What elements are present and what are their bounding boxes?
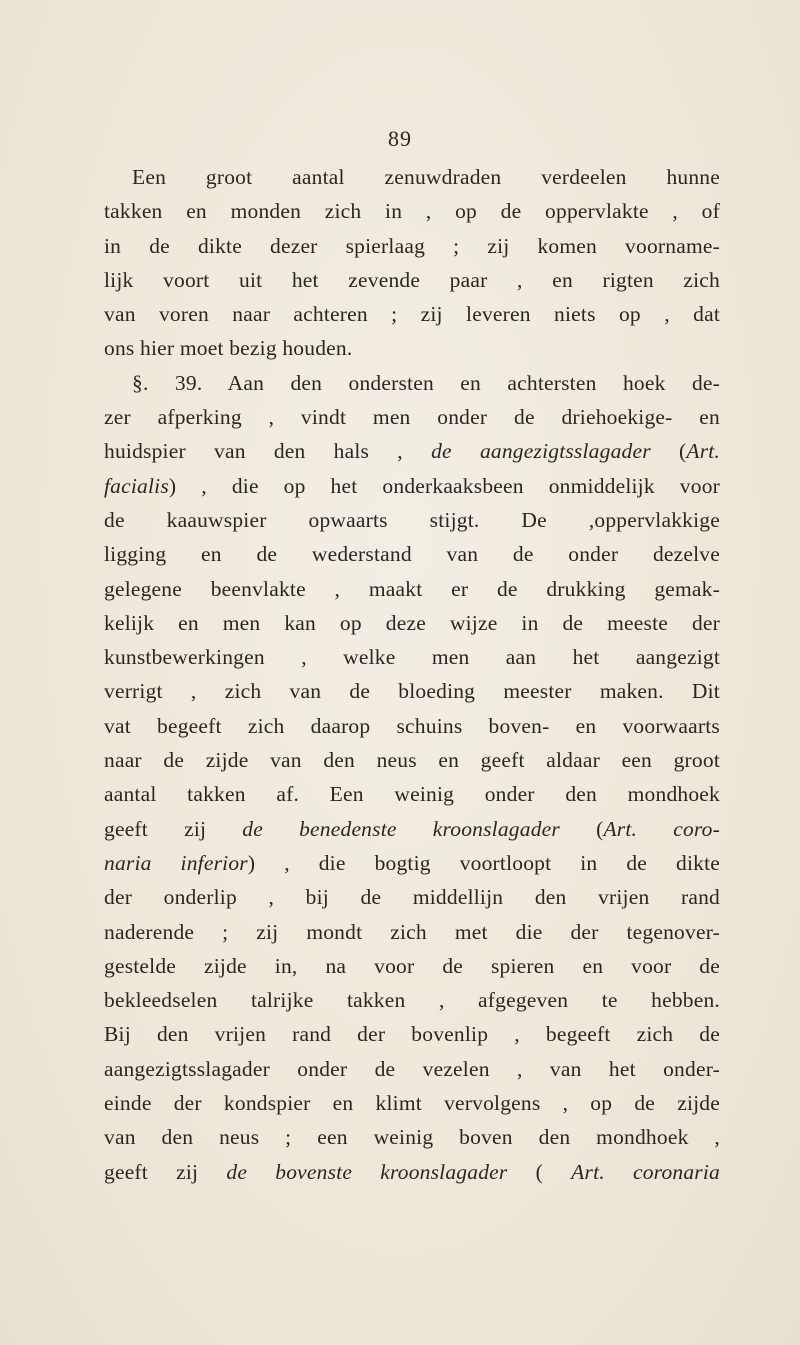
- text-line: [104, 400, 720, 434]
- text-segment: aangezigtsslagader onder de vezelen , van het onder-: [104, 1056, 720, 1081]
- text-line: [104, 1086, 720, 1120]
- text-segment: vat begeeft zich daarop schuins boven- en voorwaarts: [104, 713, 720, 738]
- text-line: [104, 469, 720, 503]
- page-number: 89: [388, 126, 412, 151]
- text-segment: gelegene beenvlakte , maakt er de drukking gemak-: [104, 576, 720, 601]
- text-line: [104, 640, 720, 674]
- text-line: [104, 572, 720, 606]
- text-line: [104, 709, 720, 743]
- text-line: [104, 983, 720, 1017]
- text-segment: (: [507, 1159, 572, 1184]
- italic-text: Art. coronaria: [571, 1159, 720, 1184]
- text-segment: ) , die op het onderkaaksbeen onmiddelijk voor: [168, 473, 720, 498]
- text-segment: van voren naar achteren ; zij leveren niets op , dat: [104, 302, 720, 327]
- text-segment: kunstbewerkingen , welke men aan het aangezigt: [104, 645, 720, 670]
- text-line: [104, 263, 720, 297]
- italic-text: de bovenste kroonslagader: [226, 1159, 508, 1184]
- text-segment: (: [650, 439, 687, 464]
- text-segment: (: [559, 816, 604, 841]
- italic-text: naria inferior: [104, 850, 248, 875]
- text-segment: van den neus ; een weinig boven den mondhoek ,: [104, 1125, 720, 1150]
- text-line: [104, 434, 720, 468]
- text-segment: huidspier van den hals ,: [104, 439, 432, 464]
- italic-text: de benedenste kroonslagader: [242, 816, 560, 841]
- text-segment: §. 39. Aan den ondersten en achtersten hoek de-: [132, 370, 720, 395]
- text-line: [104, 812, 720, 846]
- text-segment: ligging en de wederstand van de onder dezelve: [104, 542, 720, 567]
- text-line: [104, 160, 720, 194]
- italic-text: de aangezigtsslagader: [431, 439, 651, 464]
- text-line: [104, 1120, 720, 1154]
- text-segment: lijk voort uit het zevende paar , en rigten zich: [104, 267, 720, 292]
- text-segment: naar de zijde van den neus en geeft aldaar een groot: [104, 748, 720, 773]
- text-line: [104, 537, 720, 571]
- text-segment: ) , die bogtig voortloopt in de dikte: [247, 850, 720, 875]
- text-segment: geeft zij: [104, 816, 243, 841]
- text-segment: ons hier moet bezig houden.: [104, 336, 353, 361]
- italic-text: Art. coro-: [603, 816, 720, 841]
- text-line: [104, 503, 720, 537]
- text-line: [104, 674, 720, 708]
- text-segment: zer afperking , vindt men onder de driehoekige- en: [104, 405, 720, 430]
- text-segment: verrigt , zich van de bloeding meester maken. Dit: [104, 679, 720, 704]
- text-line: [104, 606, 720, 640]
- text-line: [104, 1052, 720, 1086]
- text-line: [104, 949, 720, 983]
- text-segment: Een groot aantal zenuwdraden verdeelen hunne: [132, 165, 720, 189]
- text-segment: geeft zij: [104, 1159, 227, 1184]
- text-segment: einde der kondspier en klimt vervolgens , op de zijde: [104, 1091, 720, 1116]
- text-segment: bekleedselen talrijke takken , afgegeven te hebben.: [104, 988, 720, 1013]
- text-segment: der onderlip , bij de middellijn den vrijen rand: [104, 885, 720, 910]
- text-line: [104, 880, 720, 914]
- text-line: [104, 366, 720, 400]
- text-line: [104, 915, 720, 949]
- text-segment: de kaauwspier opwaarts stijgt. De ,oppervlakkige: [104, 507, 720, 532]
- text-line: [104, 743, 720, 777]
- text-segment: naderende ; zij mondt zich met die der tegenover-: [104, 919, 720, 944]
- text-segment: takken en monden zich in , op de oppervlakte , of: [104, 199, 720, 224]
- text-line: [104, 1017, 720, 1051]
- text-line: [104, 846, 720, 880]
- text-line: [104, 297, 720, 331]
- text-segment: Bij den vrijen rand der bovenlip , begeeft zich de: [104, 1022, 720, 1047]
- text-segment: gestelde zijde in, na voor de spieren en voor de: [104, 953, 720, 978]
- body-text: [104, 160, 720, 1189]
- text-segment: aantal takken af. Een weinig onder den mondhoek: [104, 782, 720, 807]
- text-line: [104, 194, 720, 228]
- italic-text: Art.: [686, 439, 721, 464]
- text-line: [104, 229, 720, 263]
- text-line: [104, 1155, 720, 1189]
- italic-text: facialis: [104, 473, 169, 498]
- text-segment: kelijk en men kan op deze wijze in de meeste der: [104, 610, 720, 635]
- text-line: [104, 777, 720, 811]
- text-segment: in de dikte dezer spierlaag ; zij komen voorname-: [104, 233, 720, 258]
- text-line: [104, 331, 720, 365]
